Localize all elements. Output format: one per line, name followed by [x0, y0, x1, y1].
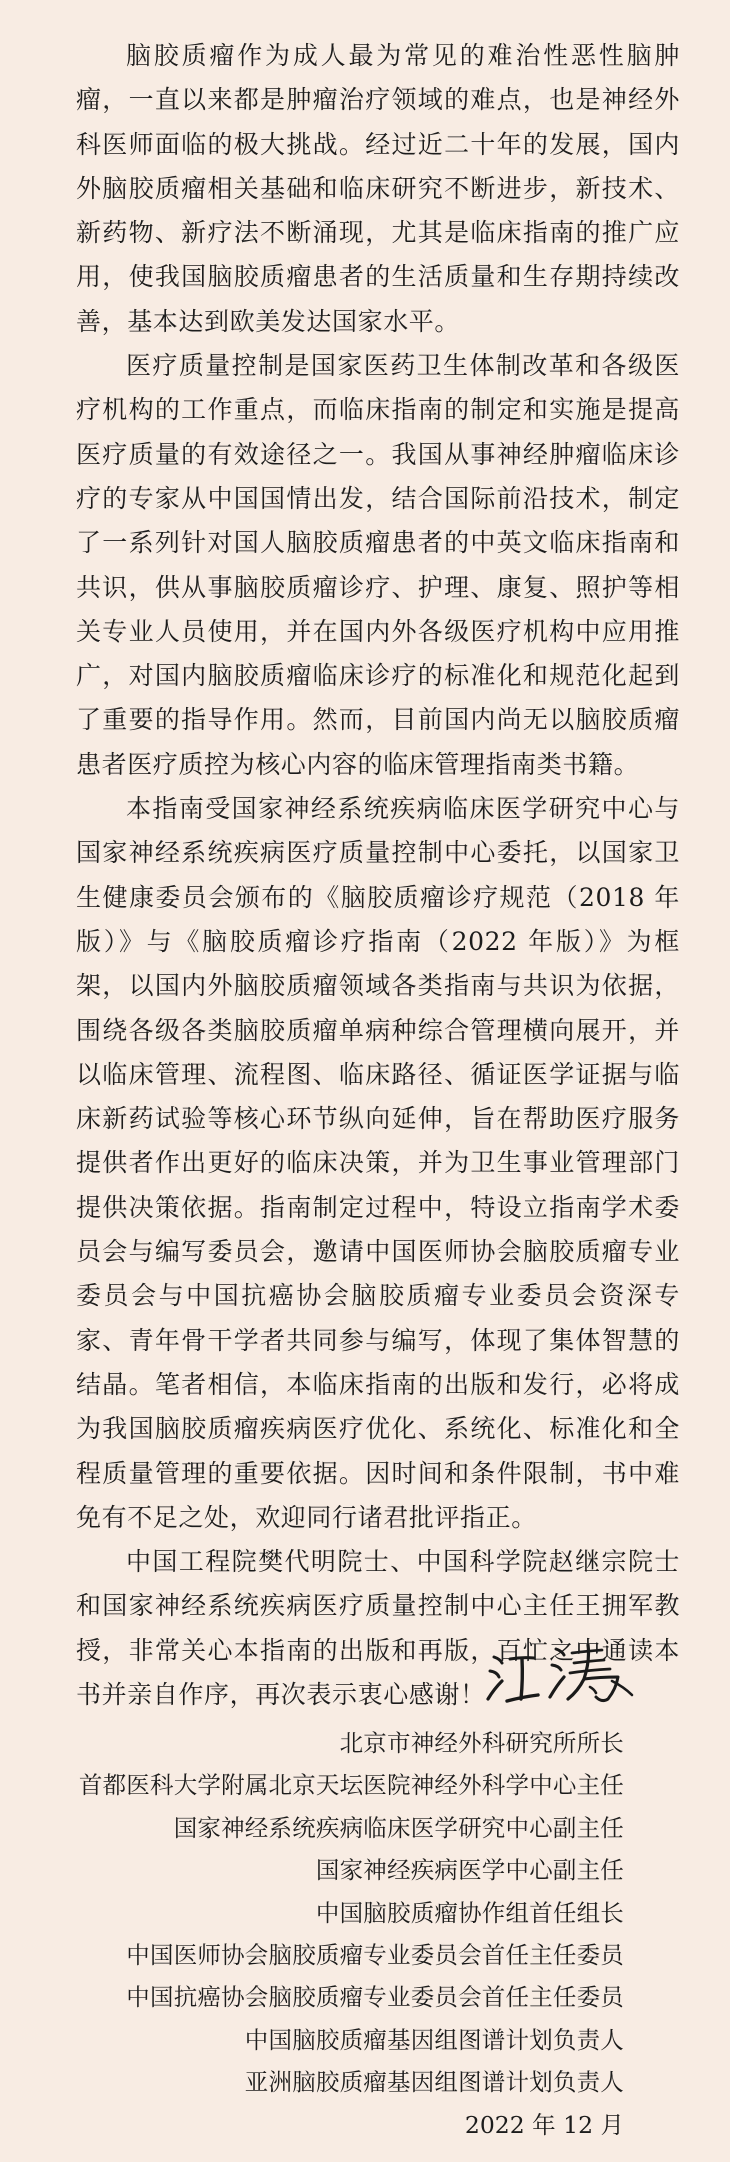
author-title-line: 中国抗癌协会脑胶质瘤专业委员会首任主任委员 — [126, 1983, 624, 2012]
preface-date: 2022 年 12 月 — [464, 2110, 624, 2139]
paragraph-4: 中国工程院樊代明院士、中国科学院赵继宗院士和国家神经系统疾病医疗质量控制中心主任王拥军教授，非常关心本指南的出版和再版，百忙之中通读本书并亲自作序，再次表示衷心感谢！ — [76, 1547, 680, 1709]
author-title-line: 中国医师协会脑胶质瘤专业委员会首任主任委员 — [126, 1941, 624, 1970]
author-title-line: 中国脑胶质瘤协作组首任组长 — [315, 1898, 624, 1927]
handwritten-signature — [480, 1637, 640, 1717]
author-title-line: 首都医科大学附属北京天坛医院神经外科学中心主任 — [78, 1771, 624, 1800]
author-title-line: 亚洲脑胶质瘤基因组图谱计划负责人 — [244, 2068, 624, 2097]
author-signature-block — [79, 1722, 624, 2146]
paragraph-1: 脑胶质瘤作为成人最为常见的难治性恶性脑肿瘤，一直以来都是肿瘤治疗领域的难点，也是神经外科医师面临的极大挑战。经过近二十年的发展，国内外脑胶质瘤相关基础和临床研究不断进步，新技术、新药物、新疗法不断涌现，尤其是临床指南的推广应用，使我国脑胶质瘤患者的生活质量和生存期持续改善，基本达到欧美发达国家水平。 — [76, 41, 680, 336]
author-title-line: 中国脑胶质瘤基因组图谱计划负责人 — [244, 2025, 624, 2054]
paragraph-3: 本指南受国家神经系统疾病临床医学研究中心与国家神经系统疾病医疗质量控制中心委托，以国家卫生健康委员会颁布的《脑胶质瘤诊疗规范（2018 年版）》与《脑胶质瘤诊疗指南（2022 年版）》为框架，以国内外脑胶质瘤领域各类指南与共识为依据，围绕各级各类脑胶质瘤单病种综合管理横向展开，并以临床管理、流程图、临床路径、循证医学证据与临床新药试验等核心环节纵向延伸，旨在帮助医疗服务提供者作出更好的临床决策，并为卫生事业管理部门提供决策依据。指南制定过程中，特设立指南学术委员会与编写委员会，邀请中国医师协会脑胶质瘤专业委员会与中国抗癌协会脑胶质瘤专业委员会资深专家、青年骨干学者共同参与编写，体现了集体智慧的结晶。笔者相信，本临床指南的出版和发行，必将成为我国脑胶质瘤疾病医疗优化、系统化、标准化和全程质量管理的重要依据。因时间和条件限制，书中难免有不足之处，欢迎同行诸君批评指正。 — [76, 794, 680, 1532]
paragraph-2: 医疗质量控制是国家医药卫生体制改革和各级医疗机构的工作重点，而临床指南的制定和实施是提高医疗质量的有效途径之一。我国从事神经肿瘤临床诊疗的专家从中国国情出发，结合国际前沿技术，制定了一系列针对国人脑胶质瘤患者的中英文临床指南和共识，供从事脑胶质瘤诊疗、护理、康复、照护等相关专业人员使用，并在国内外各级医疗机构中应用推广，对国内脑胶质瘤临床诊疗的标准化和规范化起到了重要的指导作用。然而，目前国内尚无以脑胶质瘤患者医疗质控为核心内容的临床管理指南类书籍。 — [76, 351, 680, 779]
author-title-line: 国家神经疾病医学中心副主任 — [315, 1856, 624, 1885]
preface-body — [76, 34, 680, 1717]
author-title-line: 国家神经系统疾病临床医学研究中心副主任 — [173, 1813, 624, 1842]
author-title-line: 北京市神经外科研究所所长 — [339, 1729, 624, 1757]
